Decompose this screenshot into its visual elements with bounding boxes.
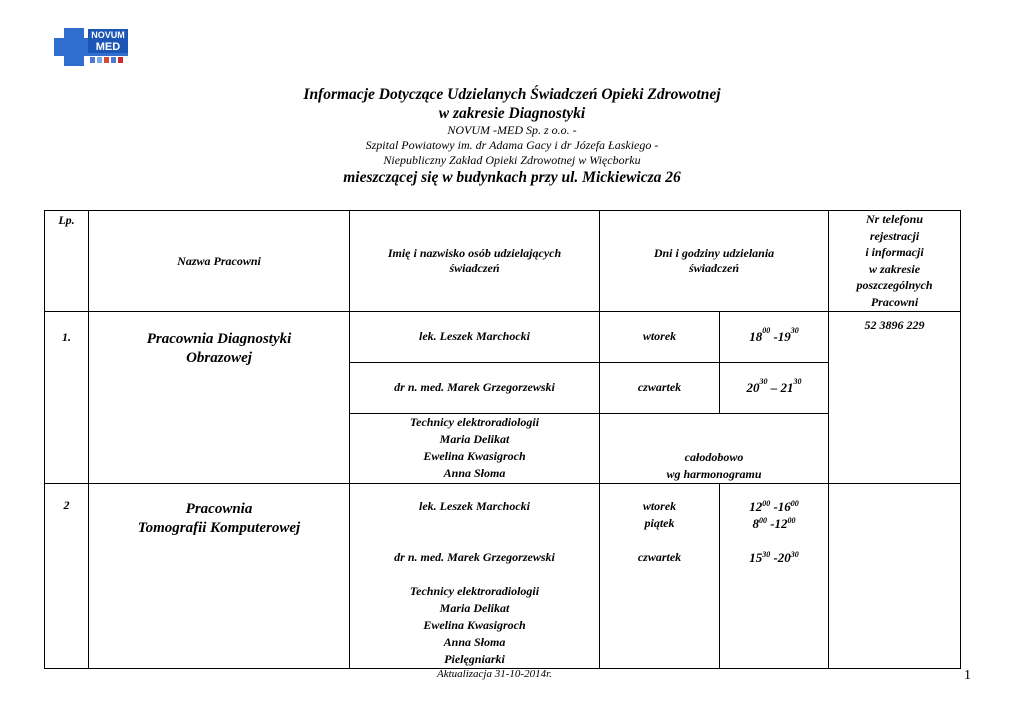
row1-technicians: Technicy elektroradiologii Maria Delikat Ewelina Kwasigroch Anna Słoma xyxy=(350,414,600,484)
table-row xyxy=(45,484,961,669)
header-lab-name: Nazwa Pracowni xyxy=(89,211,350,312)
row2-lp: 2 xyxy=(45,484,89,669)
row1-doctor-1: lek. Leszek Marchocki xyxy=(350,312,600,363)
header-phone: Nr telefonu rejestracji i informacji w zakresie poszczególnych Pracowni xyxy=(829,211,961,312)
row1-phone: 52 3896 229 xyxy=(829,312,961,484)
logo-text-med: MED xyxy=(95,41,121,53)
header-lp: Lp. xyxy=(45,211,89,312)
row1-lp: 1. xyxy=(45,312,89,484)
title-line-3: mieszczącej się w budynkach przy ul. Mickiewicza 26 xyxy=(343,169,681,186)
services-table xyxy=(44,210,961,669)
row1-doctor-2: dr n. med. Marek Grzegorzewski xyxy=(350,363,600,414)
org-line-2: Szpital Powiatowy im. dr Adama Gacy i dr Józefa Łaskiego - xyxy=(365,138,659,152)
row2-persons: lek. Leszek Marchocki dr n. med. Marek Grzegorzewski Technicy elektroradiologii Maria Delikat Ewelina Kwasigroch Anna Słoma Pielęgniarki xyxy=(350,484,600,669)
table-header-row xyxy=(45,211,961,312)
update-note: Aktualizacja 31-10-2014r. xyxy=(437,668,552,680)
row1-hours-2: $20^{30} - 21^{30}$ xyxy=(720,363,829,414)
title-line-1: Informacje Dotyczące Udzielanych Świadczeń Opieki Zdrowotnej xyxy=(303,86,721,103)
row1-day-2: czwartek xyxy=(600,363,720,414)
row2-lab-name: Pracownia Tomografii Komputerowej xyxy=(89,484,350,669)
row2-days: wtorek piątek czwartek xyxy=(600,484,720,669)
header-days-hours: Dni i godziny udzielania świadczeń xyxy=(600,211,829,312)
row1-lab-name: Pracownia Diagnostyki Obrazowej xyxy=(89,312,350,484)
row1-schedule: całodobowo wg harmonogramu xyxy=(600,414,829,484)
header-persons: Imię i nazwisko osób udzielających świadczeń xyxy=(350,211,600,312)
logo-text-novum: NOVUM xyxy=(91,30,125,40)
document-header xyxy=(0,85,1024,187)
row1-day-1: wtorek xyxy=(600,312,720,363)
row2-phone xyxy=(829,484,961,669)
row2-hours: $12^{00}$ $-16^{00}$ $8^{00}$ $-12^{00}$ $15^{30}$ $-20^{30}$ xyxy=(720,484,829,669)
novum-med-logo xyxy=(54,28,128,66)
org-line-1: NOVUM -MED Sp. z o.o. - xyxy=(447,123,577,137)
row1-hours-1: $18^{00}$ $-19^{30}$ xyxy=(720,312,829,363)
org-line-3: Niepubliczny Zakład Opieki Zdrowotnej w Więcborku xyxy=(383,153,641,167)
table-row xyxy=(45,312,961,363)
page-number: 1 xyxy=(964,668,971,683)
title-line-2: w zakresie Diagnostyki xyxy=(438,105,586,122)
